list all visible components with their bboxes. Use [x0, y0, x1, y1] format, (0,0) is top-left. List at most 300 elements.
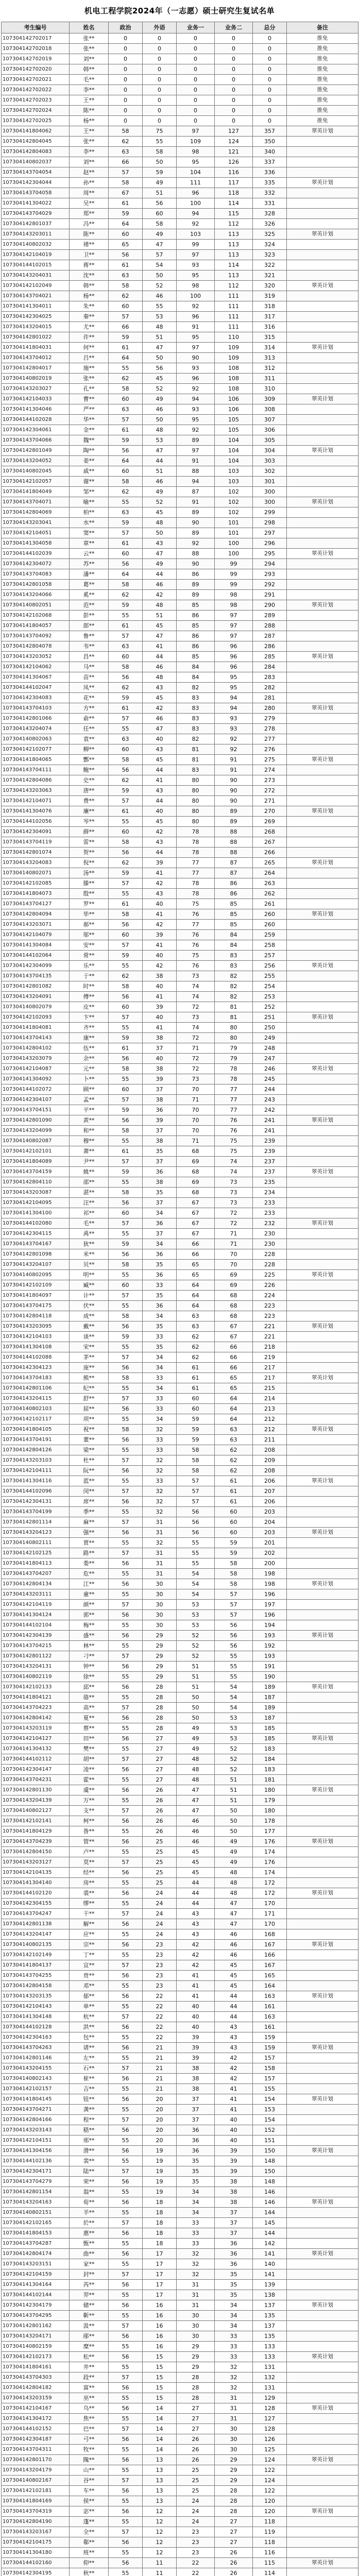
cell-total: 129: [253, 2393, 287, 2403]
cell-politics: 55: [109, 611, 143, 621]
table-row: [2, 54, 358, 64]
cell-remark: [287, 528, 358, 538]
table-row: [2, 2311, 358, 2321]
cell-subject-two: 45: [215, 1960, 253, 1971]
cell-remark: [287, 1713, 358, 1723]
cell-politics: 55: [109, 2414, 143, 2424]
cell-candidate-id: 107304141804073: [2, 889, 70, 899]
cell-subject-two: 38: [215, 2187, 253, 2197]
cell-subject-one: 78: [177, 837, 215, 848]
cell-candidate-id: 107304143203167: [2, 2527, 70, 2537]
cell-total: 243: [253, 1095, 287, 1105]
cell-politics: 55: [109, 2548, 143, 2558]
table-row: [2, 2465, 358, 2476]
cell-foreign-language: 50: [143, 270, 177, 281]
cell-subject-two: 58: [215, 1569, 253, 1579]
cell-politics: 0: [109, 116, 143, 126]
cell-name: 殷**: [70, 889, 109, 899]
cell-foreign-language: 23: [143, 1940, 177, 1950]
cell-foreign-language: 50: [143, 415, 177, 425]
cell-politics: 61: [109, 899, 143, 909]
cell-remark: [287, 878, 358, 889]
cell-politics: 57: [109, 714, 143, 724]
cell-name: 仰**: [70, 2558, 109, 2568]
cell-subject-one: 0: [177, 85, 215, 95]
cell-subject-one: 34: [177, 2187, 215, 2197]
cell-subject-two: 50: [215, 1816, 253, 1826]
cell-name: 孟**: [70, 1095, 109, 1105]
cell-total: 259: [253, 930, 287, 940]
cell-subject-one: 78: [177, 827, 215, 837]
cell-remark: [287, 765, 358, 775]
cell-subject-one: 65: [177, 1260, 215, 1270]
table-row: [2, 1383, 358, 1394]
cell-foreign-language: 37: [143, 1198, 177, 1208]
cell-remark: 翠英计划: [287, 1218, 358, 1229]
cell-candidate-id: 107304143704071: [2, 497, 70, 507]
cell-remark: [287, 2393, 358, 2403]
table-row: [2, 1445, 358, 1455]
cell-subject-one: 80: [177, 786, 215, 796]
cell-subject-two: 89: [215, 806, 253, 817]
cell-subject-one: 29: [177, 2352, 215, 2362]
cell-total: 244: [253, 1084, 287, 1095]
cell-politics: 56: [109, 1528, 143, 1538]
header-remark: 备注: [287, 22, 358, 33]
cell-foreign-language: 38: [143, 971, 177, 981]
cell-foreign-language: 42: [143, 878, 177, 889]
cell-subject-two: 28: [215, 2506, 253, 2517]
cell-foreign-language: 47: [143, 631, 177, 641]
cell-remark: 翠英计划: [287, 2146, 358, 2156]
cell-subject-two: 55: [215, 1651, 253, 1662]
cell-name: 郑**: [70, 209, 109, 219]
cell-candidate-id: 107304143203041: [2, 518, 70, 528]
cell-total: 241: [253, 1115, 287, 1126]
cell-candidate-id: 107304143704223: [2, 1703, 70, 1713]
cell-name: 陶**: [70, 446, 109, 456]
cell-subject-one: 95: [177, 332, 215, 343]
cell-politics: 57: [109, 2115, 143, 2125]
cell-remark: [287, 1960, 358, 1971]
cell-subject-two: 116: [215, 167, 253, 178]
cell-subject-two: 52: [215, 1765, 253, 1775]
table-row: [2, 2414, 358, 2424]
cell-politics: 56: [109, 1435, 143, 1445]
cell-politics: 55: [109, 2002, 143, 2012]
cell-subject-one: 94: [177, 477, 215, 487]
cell-name: 刘**: [70, 157, 109, 167]
cell-remark: [287, 1383, 358, 1394]
table-row: [2, 1291, 358, 1301]
cell-subject-two: 106: [215, 404, 253, 415]
table-row: [2, 786, 358, 796]
cell-foreign-language: 36: [143, 1270, 177, 1280]
cell-total: 262: [253, 889, 287, 899]
cell-foreign-language: 25: [143, 1857, 177, 1868]
cell-remark: [287, 2434, 358, 2445]
cell-foreign-language: 75: [143, 126, 177, 137]
cell-foreign-language: 32: [143, 1497, 177, 1507]
cell-subject-one: 47: [177, 1785, 215, 1795]
cell-name: 嵇**: [70, 2125, 109, 2136]
cell-name: 施**: [70, 363, 109, 374]
cell-subject-one: 61: [177, 1363, 215, 1373]
cell-remark: [287, 1177, 358, 1188]
cell-total: 340: [253, 147, 287, 157]
cell-politics: 57: [109, 1486, 143, 1497]
cell-total: 306: [253, 425, 287, 435]
cell-politics: 55: [109, 1672, 143, 1682]
cell-candidate-id: 107304142801130: [2, 1785, 70, 1795]
cell-subject-two: 101: [215, 518, 253, 528]
cell-name: 姚**: [70, 1167, 109, 1177]
cell-total: 124: [253, 2455, 287, 2465]
cell-total: 284: [253, 662, 287, 672]
cell-foreign-language: 0: [143, 106, 177, 116]
cell-remark: [287, 796, 358, 806]
cell-name: 羊**: [70, 2208, 109, 2218]
table-row: [2, 1569, 358, 1579]
cell-remark: [287, 2074, 358, 2084]
table-row: [2, 2053, 358, 2063]
cell-subject-one: 60: [177, 1394, 215, 1404]
cell-candidate-id: 107304143704207: [2, 1569, 70, 1579]
cell-politics: 56: [109, 1940, 143, 1950]
cell-remark: [287, 744, 358, 755]
cell-subject-one: 30: [177, 2311, 215, 2321]
table-row: [2, 1878, 358, 1888]
cell-remark: [287, 899, 358, 909]
header-politics: 政治: [109, 22, 143, 33]
cell-foreign-language: 26: [143, 1795, 177, 1806]
cell-subject-two: 39: [215, 2166, 253, 2177]
cell-foreign-language: 36: [143, 1218, 177, 1229]
cell-subject-one: 62: [177, 1352, 215, 1363]
cell-remark: [287, 920, 358, 930]
cell-politics: 56: [109, 2486, 143, 2496]
cell-total: 204: [253, 1517, 287, 1528]
cell-remark: [287, 1744, 358, 1754]
cell-total: 0: [253, 116, 287, 126]
cell-name: 管**: [70, 1837, 109, 1847]
cell-subject-two: 26: [215, 2548, 253, 2558]
cell-subject-two: 63: [215, 1425, 253, 1435]
cell-subject-one: 72: [177, 1064, 215, 1074]
cell-name: 程**: [70, 2115, 109, 2125]
cell-name: 杜**: [70, 1455, 109, 1466]
cell-subject-two: 54: [215, 1682, 253, 1692]
cell-subject-one: 92: [177, 538, 215, 549]
cell-remark: 翠英计划: [287, 1579, 358, 1589]
cell-subject-one: 78: [177, 878, 215, 889]
cell-name: 汲**: [70, 2321, 109, 2331]
table-row: [2, 33, 358, 44]
cell-candidate-id: 107304143204147: [2, 1929, 70, 1940]
table-row: [2, 2537, 358, 2548]
cell-subject-one: 35: [177, 2177, 215, 2187]
table-row: [2, 1981, 358, 1991]
cell-total: 167: [253, 1940, 287, 1950]
cell-name: 何**: [70, 343, 109, 353]
cell-subject-one: 84: [177, 672, 215, 683]
cell-candidate-id: 107304142102149: [2, 1950, 70, 1960]
cell-candidate-id: 107304141804031: [2, 343, 70, 353]
table-row: [2, 1208, 358, 1218]
cell-subject-one: 49: [177, 1744, 215, 1754]
cell-subject-one: 53: [177, 1620, 215, 1631]
cell-foreign-language: 52: [143, 281, 177, 291]
cell-subject-two: 55: [215, 1662, 253, 1672]
cell-name: 余**: [70, 1054, 109, 1064]
cell-candidate-id: 107304143203143: [2, 2125, 70, 2136]
cell-subject-one: 38: [177, 2063, 215, 2074]
cell-name: 秋**: [70, 2568, 109, 2576]
cell-politics: 56: [109, 1991, 143, 2002]
cell-subject-one: 45: [177, 1868, 215, 1878]
cell-politics: 56: [109, 2125, 143, 2136]
table-row: [2, 1620, 358, 1631]
cell-subject-two: 54: [215, 1703, 253, 1713]
cell-name: 鲍**: [70, 765, 109, 775]
table-row: [2, 250, 358, 260]
cell-remark: [287, 1950, 358, 1960]
cell-name: 解**: [70, 1919, 109, 1929]
cell-name: 蒋**: [70, 260, 109, 270]
cell-foreign-language: 44: [143, 765, 177, 775]
cell-name: 伍**: [70, 1043, 109, 1054]
cell-foreign-language: 19: [143, 2187, 177, 2197]
table-row: [2, 1095, 358, 1105]
cell-name: 皮**: [70, 1002, 109, 1012]
cell-politics: 56: [109, 1497, 143, 1507]
table-row: [2, 1672, 358, 1682]
cell-candidate-id: 107304141304100: [2, 1208, 70, 1218]
cell-subject-one: 40: [177, 2002, 215, 2012]
cell-subject-one: 22: [177, 2568, 215, 2576]
table-row: [2, 2486, 358, 2496]
cell-total: 253: [253, 992, 287, 1002]
cell-remark: [287, 1826, 358, 1837]
cell-subject-one: 42: [177, 1940, 215, 1950]
cell-total: 331: [253, 198, 287, 209]
cell-foreign-language: 32: [143, 1466, 177, 1476]
cell-subject-one: 73: [177, 971, 215, 981]
cell-remark: [287, 992, 358, 1002]
cell-foreign-language: 34: [143, 1383, 177, 1394]
cell-total: 217: [253, 1373, 287, 1383]
cell-candidate-id: 107304144102112: [2, 1754, 70, 1765]
cell-foreign-language: 18: [143, 2197, 177, 2208]
cell-subject-one: 74: [177, 1023, 215, 1033]
cell-remark: [287, 2084, 358, 2094]
table-row: [2, 1342, 358, 1352]
cell-candidate-id: 107304143704135: [2, 971, 70, 981]
cell-total: 176: [253, 1837, 287, 1847]
cell-remark: [287, 1291, 358, 1301]
cell-remark: [287, 415, 358, 425]
cell-politics: 0: [109, 75, 143, 85]
table-row: [2, 281, 358, 291]
cell-politics: 56: [109, 1713, 143, 1723]
cell-name: 张**: [70, 33, 109, 44]
table-row: [2, 126, 358, 137]
cell-remark: [287, 621, 358, 631]
cell-subject-two: 108: [215, 384, 253, 394]
cell-subject-two: 39: [215, 2156, 253, 2166]
cell-politics: 56: [109, 2300, 143, 2311]
cell-candidate-id: 107304142304091: [2, 827, 70, 837]
cell-candidate-id: 107304143203159: [2, 2393, 70, 2403]
cell-candidate-id: 107304140802103: [2, 1404, 70, 1414]
table-row: [2, 1558, 358, 1569]
cell-total: 127: [253, 2414, 287, 2424]
cell-foreign-language: 53: [143, 435, 177, 446]
cell-total: 159: [253, 2032, 287, 2043]
cell-foreign-language: 29: [143, 1641, 177, 1651]
cell-remark: [287, 611, 358, 621]
cell-name: 计**: [70, 1291, 109, 1301]
cell-foreign-language: 41: [143, 992, 177, 1002]
cell-politics: 57: [109, 415, 143, 425]
cell-subject-one: 72: [177, 1033, 215, 1043]
cell-subject-two: 111: [215, 291, 253, 301]
cell-candidate-id: 107304142804158: [2, 1981, 70, 1991]
cell-candidate-id: 107304144102152: [2, 2424, 70, 2434]
cell-name: 丁**: [70, 1950, 109, 1960]
table-row: [2, 2445, 358, 2455]
cell-total: 150: [253, 2146, 287, 2156]
cell-total: 193: [253, 1631, 287, 1641]
cell-name: 支**: [70, 1806, 109, 1816]
table-row: [2, 2012, 358, 2022]
cell-total: 181: [253, 1775, 287, 1785]
table-row: [2, 1682, 358, 1692]
cell-total: 174: [253, 1868, 287, 1878]
cell-foreign-language: 43: [143, 744, 177, 755]
cell-politics: 62: [109, 487, 143, 497]
cell-candidate-id: 107304142801022: [2, 332, 70, 343]
cell-candidate-id: 107304142804110: [2, 1177, 70, 1188]
cell-subject-one: 89: [177, 507, 215, 518]
cell-name: 熊**: [70, 1373, 109, 1383]
cell-candidate-id: 107304141304180: [2, 2548, 70, 2558]
cell-candidate-id: 107304142304072: [2, 559, 70, 569]
header-candidate-id: 考生编号: [2, 22, 70, 33]
cell-subject-two: 40: [215, 2125, 253, 2136]
cell-subject-two: 110: [215, 332, 253, 343]
table-row: [2, 188, 358, 198]
cell-subject-one: 100: [177, 198, 215, 209]
candidate-table: [1, 22, 358, 2576]
table-row: [2, 734, 358, 744]
cell-subject-two: 35: [215, 2280, 253, 2290]
cell-subject-one: 35: [177, 2166, 215, 2177]
cell-politics: 60: [109, 1280, 143, 1291]
table-row: [2, 1548, 358, 1558]
cell-remark: [287, 1363, 358, 1373]
cell-subject-one: 55: [177, 1558, 215, 1569]
cell-total: 218: [253, 1342, 287, 1352]
cell-foreign-language: 13: [143, 2465, 177, 2476]
cell-foreign-language: 18: [143, 2239, 177, 2249]
cell-remark: [287, 2177, 358, 2187]
cell-name: 薛**: [70, 827, 109, 837]
table-row: [2, 817, 358, 827]
cell-candidate-id: 107304142304061: [2, 425, 70, 435]
cell-remark: [287, 1662, 358, 1672]
cell-total: 0: [253, 106, 287, 116]
cell-remark: [287, 1497, 358, 1507]
cell-name: 羿**: [70, 2290, 109, 2300]
cell-subject-two: 103: [215, 477, 253, 487]
cell-name: 韩**: [70, 64, 109, 75]
cell-total: 213: [253, 1404, 287, 1414]
cell-foreign-language: 51: [143, 188, 177, 198]
cell-remark: [287, 1157, 358, 1167]
cell-foreign-language: 12: [143, 2517, 177, 2527]
cell-foreign-language: 50: [143, 157, 177, 167]
cell-subject-one: 71: [177, 1043, 215, 1054]
cell-subject-two: 98: [215, 600, 253, 611]
cell-total: 297: [253, 528, 287, 538]
cell-subject-two: 71: [215, 1229, 253, 1239]
table-row: [2, 1466, 358, 1476]
cell-remark: [287, 2136, 358, 2146]
cell-remark: [287, 507, 358, 518]
cell-remark: [287, 1641, 358, 1651]
cell-name: 邓**: [70, 1981, 109, 1991]
cell-candidate-id: 107304141304092: [2, 1074, 70, 1084]
cell-remark: 翠英计划: [287, 600, 358, 611]
cell-remark: [287, 569, 358, 580]
cell-politics: 56: [109, 1971, 143, 1981]
table-row: [2, 858, 358, 868]
cell-remark: 翠英计划: [287, 281, 358, 291]
cell-foreign-language: 11: [143, 2558, 177, 2568]
cell-candidate-id: 107304143204066: [2, 590, 70, 600]
cell-subject-two: 77: [215, 1095, 253, 1105]
cell-candidate-id: 107304142102077: [2, 744, 70, 755]
cell-candidate-id: 107304143204091: [2, 992, 70, 1002]
cell-candidate-id: 107304142104127: [2, 1734, 70, 1744]
cell-name: 甄**: [70, 2239, 109, 2249]
cell-remark: 翠英计划: [287, 2506, 358, 2517]
cell-subject-one: 64: [177, 1301, 215, 1311]
cell-subject-one: 71: [177, 1136, 215, 1146]
cell-total: 203: [253, 1507, 287, 1517]
cell-candidate-id: 107304143704239: [2, 1837, 70, 1847]
cell-subject-one: 90: [177, 353, 215, 363]
cell-total: 332: [253, 188, 287, 198]
table-row: [2, 2043, 358, 2053]
cell-politics: 56: [109, 2146, 143, 2156]
cell-subject-one: 25: [177, 2486, 215, 2496]
cell-name: 曲**: [70, 2249, 109, 2259]
cell-remark: [287, 734, 358, 744]
cell-candidate-id: 107304144102028: [2, 415, 70, 425]
cell-subject-one: 94: [177, 209, 215, 219]
cell-subject-one: 43: [177, 1919, 215, 1929]
header-total: 总分: [253, 22, 287, 33]
cell-subject-one: 44: [177, 1899, 215, 1909]
cell-name: 金**: [70, 425, 109, 435]
cell-foreign-language: 20: [143, 2125, 177, 2136]
table-row: [2, 2372, 358, 2383]
cell-remark: [287, 1054, 358, 1064]
cell-total: 221: [253, 1332, 287, 1342]
cell-total: 273: [253, 775, 287, 786]
